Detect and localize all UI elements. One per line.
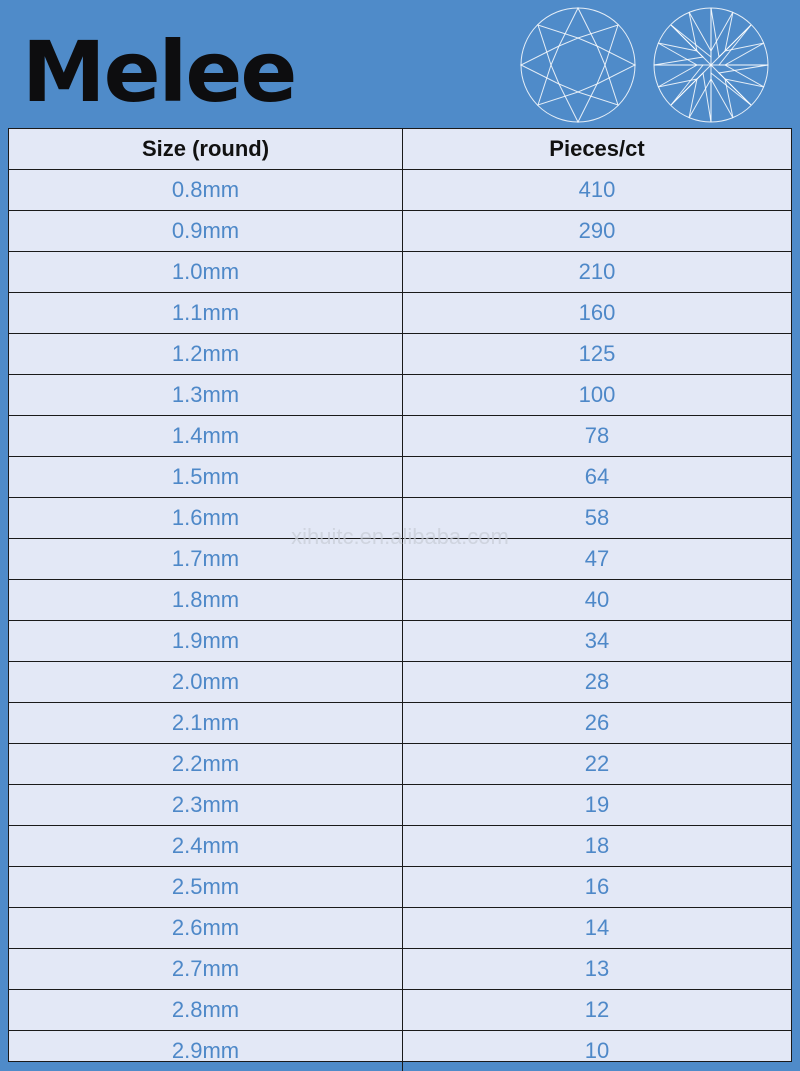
- table-row: [9, 416, 791, 457]
- table-row: [9, 744, 791, 785]
- diamond-pavilion-icon: [651, 5, 771, 125]
- pieces-cell: 12: [403, 990, 792, 1031]
- pieces-cell: 28: [403, 662, 792, 703]
- pieces-cell: 40: [403, 580, 792, 621]
- size-cell: 1.2mm: [9, 334, 403, 375]
- size-cell: 1.8mm: [9, 580, 403, 621]
- pieces-cell: 47: [403, 539, 792, 580]
- table-row: [9, 662, 791, 703]
- table-body: [9, 170, 791, 1071]
- pieces-cell: 100: [403, 375, 792, 416]
- column-header-pieces: Pieces/ct: [403, 129, 792, 170]
- table-row: [9, 949, 791, 990]
- column-header-size: Size (round): [9, 129, 403, 170]
- size-cell: 0.9mm: [9, 211, 403, 252]
- table-row: [9, 621, 791, 662]
- table-row: [9, 703, 791, 744]
- table-row: [9, 1031, 791, 1071]
- size-cell: 2.3mm: [9, 785, 403, 826]
- size-cell: 2.7mm: [9, 949, 403, 990]
- pieces-cell: 10: [403, 1031, 792, 1071]
- size-cell: 2.5mm: [9, 867, 403, 908]
- table-row: [9, 293, 791, 334]
- pieces-cell: 64: [403, 457, 792, 498]
- table-row: [9, 580, 791, 621]
- page-title: Melee: [22, 22, 295, 122]
- table-row: [9, 375, 791, 416]
- pieces-cell: 16: [403, 867, 792, 908]
- size-cell: 1.4mm: [9, 416, 403, 457]
- pieces-cell: 22: [403, 744, 792, 785]
- size-cell: 1.3mm: [9, 375, 403, 416]
- size-cell: 1.6mm: [9, 498, 403, 539]
- pieces-cell: 34: [403, 621, 792, 662]
- size-cell: 2.4mm: [9, 826, 403, 867]
- size-cell: 1.5mm: [9, 457, 403, 498]
- table-row: [9, 867, 791, 908]
- table-row: [9, 826, 791, 867]
- table-row: [9, 498, 791, 539]
- pieces-cell: 160: [403, 293, 792, 334]
- size-cell: 0.8mm: [9, 170, 403, 211]
- watermark: xihuitc.en.alibaba.com: [0, 524, 800, 550]
- pieces-cell: 14: [403, 908, 792, 949]
- table-row: [9, 170, 791, 211]
- table-row: [9, 990, 791, 1031]
- pieces-cell: 78: [403, 416, 792, 457]
- table-row: [9, 908, 791, 949]
- size-table: [9, 129, 791, 1071]
- pieces-cell: 410: [403, 170, 792, 211]
- table-row: [9, 334, 791, 375]
- size-cell: 1.0mm: [9, 252, 403, 293]
- pieces-cell: 58: [403, 498, 792, 539]
- pieces-cell: 290: [403, 211, 792, 252]
- size-cell: 2.2mm: [9, 744, 403, 785]
- table-row: [9, 785, 791, 826]
- size-cell: 2.9mm: [9, 1031, 403, 1071]
- size-cell: 2.1mm: [9, 703, 403, 744]
- pieces-cell: 26: [403, 703, 792, 744]
- pieces-cell: 19: [403, 785, 792, 826]
- table-row: [9, 457, 791, 498]
- pieces-cell: 125: [403, 334, 792, 375]
- size-cell: 1.7mm: [9, 539, 403, 580]
- pieces-cell: 13: [403, 949, 792, 990]
- pieces-cell: 210: [403, 252, 792, 293]
- size-cell: 2.8mm: [9, 990, 403, 1031]
- table-row: [9, 252, 791, 293]
- diamond-crown-icon: [518, 5, 638, 125]
- melee-size-table: [8, 128, 792, 1062]
- pieces-cell: 18: [403, 826, 792, 867]
- table-row: [9, 211, 791, 252]
- header: [0, 0, 800, 128]
- size-cell: 1.9mm: [9, 621, 403, 662]
- size-cell: 2.0mm: [9, 662, 403, 703]
- size-cell: 2.6mm: [9, 908, 403, 949]
- size-cell: 1.1mm: [9, 293, 403, 334]
- table-header-row: [9, 129, 791, 170]
- table-row: [9, 539, 791, 580]
